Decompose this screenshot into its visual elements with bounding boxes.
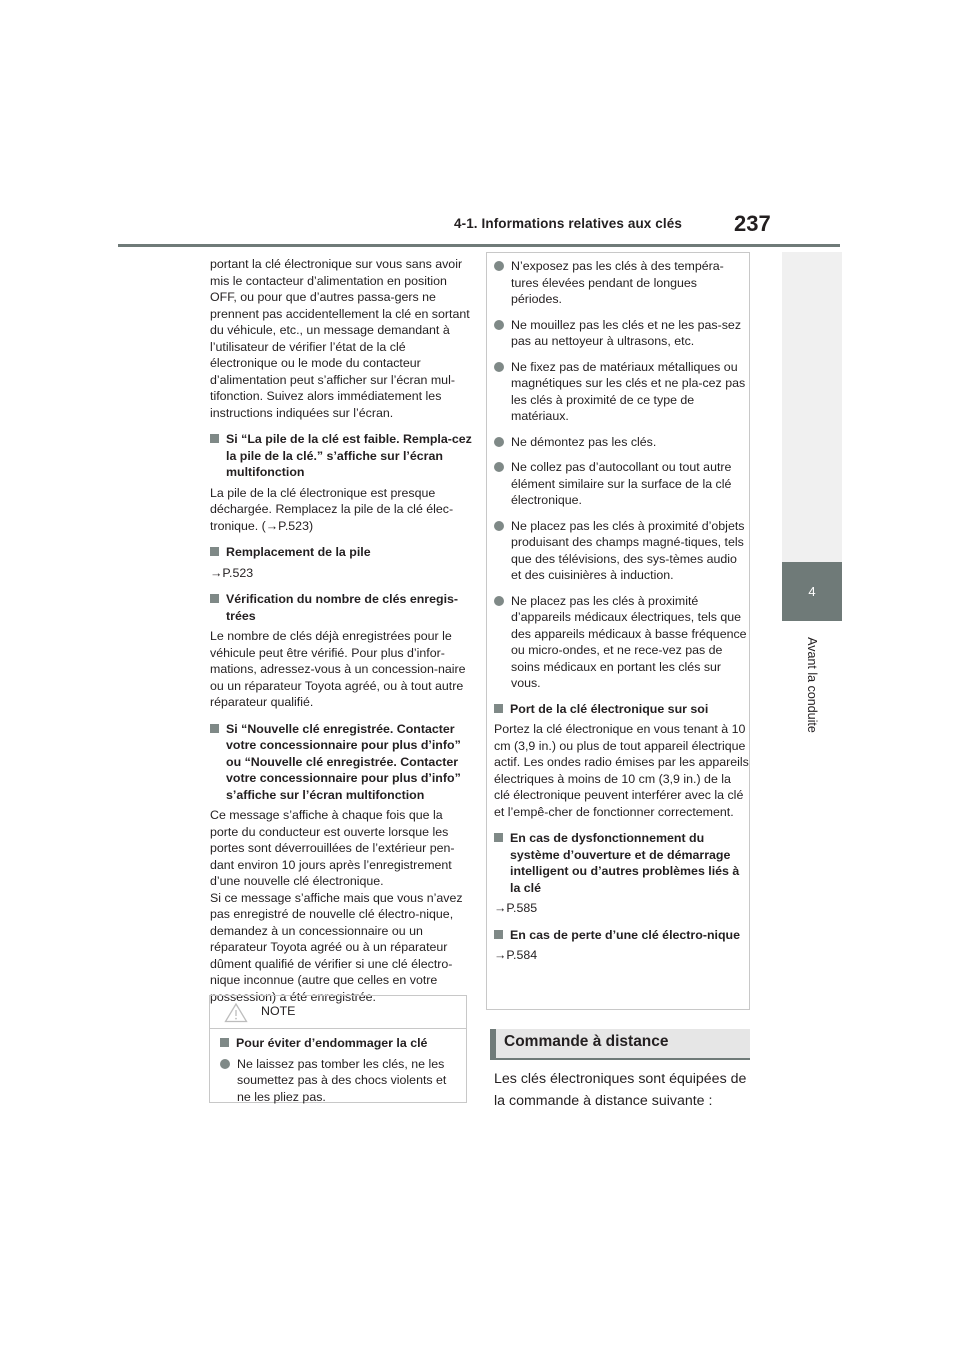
list-item <box>494 459 750 509</box>
round-bullet-icon <box>220 1059 230 1069</box>
section-heading: En cas de perte d’une clé électro-nique <box>510 927 740 942</box>
bullet-text: N’exposez pas les clés à des tempéra-tures élevées pendant de longues périodes. <box>511 259 724 306</box>
section-battery-replacement <box>210 544 472 581</box>
note-label: NOTE <box>261 1004 296 1018</box>
page-reference: →P.523 <box>210 565 254 580</box>
bullet-text: Ne placez pas les clés à proximité d’objets produisant des champs magné-tiques, tels que des télévisions, des sys-tèmes audio et des cuisinières à induction. <box>511 518 745 582</box>
section-new-key <box>210 721 472 1006</box>
list-item <box>494 258 750 308</box>
square-bullet-icon <box>220 1038 229 1047</box>
bullet-text: Ne mouillez pas les clés et ne les pas-sez pas au nettoyeur à ultrasons, etc. <box>511 317 742 348</box>
square-bullet-icon <box>210 724 219 733</box>
chapter-label: Avant la conduite <box>805 637 819 733</box>
section-body: Portez la clé électronique en vous tenant à 10 cm (3,9 in.) ou plus de tout appareil électrique actif. Les ondes radio émises par les appareils électriques à moins de 10 cm (3,9 in.) de la clé électronique peuvent interférer avec la clé et l’empê-cher de fonctionner correctement. <box>494 722 749 819</box>
round-bullet-icon <box>494 596 504 606</box>
section-key-count <box>210 591 472 711</box>
round-bullet-icon <box>494 462 504 472</box>
list-item <box>494 359 750 425</box>
chapter-tab <box>782 562 842 621</box>
section-body: Ce message s’affiche à chaque fois que la porte du conducteur est ouverte lorsque les portes sont déverrouillées de l’extérieur pen-dant environ 10 jours après l’enregistrement d’une nouvelle clé électronique. Si ce message s’affiche mais que vous n’avez pas enregistré de nouvelle clé électro-nique, demandez à un concessionnaire ou un réparateur Toyota agréé ou à un réparateur dûment qualifié de vérifier si une clé électro-nique inconnue (autre que celles en votre possession) a été enregistrée. <box>210 808 463 1004</box>
note-heading: Pour éviter d’endommager la clé <box>236 1036 428 1050</box>
section-heading: Remplacement de la pile <box>226 545 371 559</box>
section-body: Le nombre de clés déjà enregistrées pour le véhicule peut être vérifié. Pour plus d’infor-mations, adressez-vous à un concession-naire ou un réparateur Toyota agréé, ou à tout autre réparateur qualifié. <box>210 629 466 709</box>
banner-accent <box>490 1029 496 1058</box>
section-heading: Vérification du nombre de clés enregis-trées <box>226 592 459 623</box>
chapter-number: 4 <box>808 584 816 599</box>
page-reference: →P.585 <box>494 901 538 915</box>
bullet-text: Ne collez pas d’autocollant ou tout autre élément similaire sur la surface de la clé électronique. <box>511 460 732 507</box>
remote-intro-text: Les clés électroniques sont équipées de la commande à distance suivante : <box>494 1071 747 1109</box>
list-item <box>494 434 750 451</box>
square-bullet-icon <box>210 434 219 443</box>
section-banner-title: Commande à distance <box>504 1033 669 1050</box>
page-number: 237 <box>734 211 771 236</box>
square-bullet-icon <box>210 594 219 603</box>
square-bullet-icon <box>494 930 503 939</box>
note-box <box>209 995 467 1103</box>
section-heading: Si “Nouvelle clé enregistrée. Contacter votre concessionnaire pour plus d’info” ou “Nouvelle clé enregistrée. Contacter votre concessionnaire pour plus d’info” s’affiche sur l’écran multifonction <box>226 721 461 802</box>
round-bullet-icon <box>494 320 504 330</box>
section-body: La pile de la clé électronique est presque déchargée. Remplacez la pile de la clé élec-tronique. (→P.523) <box>210 485 454 533</box>
bullet-text: Ne placez pas les clés à proximité d’appareils médicaux électriques, tels que des appareils médicaux à basse fréquence ou micro-ondes, et ne rece-vez pas de soins médicaux en portant les clés sur vous. <box>511 593 747 690</box>
bullet-text: Ne fixez pas de matériaux métalliques ou magnétiques sur les clés et ne pla-cez pas les clés à proximité de ce type de matériaux. <box>511 359 746 423</box>
section-heading: Port de la clé électronique sur soi <box>510 701 709 716</box>
section-heading: En cas de dysfonctionnement du système d’ouverture et de démarrage intelligent ou d’autres problèmes liés à la clé <box>510 831 740 895</box>
list-item <box>494 317 750 350</box>
bullet-text: Ne démontez pas les clés. <box>511 434 657 449</box>
section-lost-key <box>494 927 750 964</box>
note-bullet-text: Ne laissez pas tomber les clés, ne les soumettez pas à des chocs violents et ne les pliez pas. <box>237 1056 447 1104</box>
square-bullet-icon <box>494 704 503 713</box>
square-bullet-icon <box>494 833 503 842</box>
round-bullet-icon <box>494 362 504 372</box>
list-item <box>494 593 750 692</box>
round-bullet-icon <box>494 437 504 447</box>
right-column <box>494 258 750 974</box>
square-bullet-icon <box>210 547 219 556</box>
section-malfunction <box>494 830 750 917</box>
chapter-label-wrap <box>760 630 864 740</box>
header-rule <box>118 244 840 247</box>
warning-triangle-icon <box>224 1002 248 1023</box>
section-low-battery <box>210 431 472 534</box>
side-bar <box>782 252 842 562</box>
section-header-title: 4-1. Informations relatives aux clés <box>454 216 682 231</box>
section-banner <box>490 1029 750 1060</box>
round-bullet-icon <box>494 261 504 271</box>
intro-paragraph: portant la clé électronique sur vous sans avoir mis le contacteur d’alimentation en position OFF, ou pour que d’autres passa-gers ne prennent pas accidentellement la clé en sortant du véhicule, etc., un message demandant à l’utilisateur de vérifier l’état de la clé électronique ou le mode du contacteur d’alimentation peut s’afficher sur l’écran mul-tifonction. Suivez alors immédiatement les instructions indiquées sur l’écran. <box>210 257 470 420</box>
list-item <box>494 518 750 584</box>
section-carrying-key <box>494 701 750 821</box>
page-reference: →P.584 <box>494 948 538 962</box>
left-column <box>210 256 472 1015</box>
section-heading: Si “La pile de la clé est faible. Rempla-cez la pile de la clé.” s’affiche sur l’écran multifonction <box>226 432 472 479</box>
round-bullet-icon <box>494 521 504 531</box>
